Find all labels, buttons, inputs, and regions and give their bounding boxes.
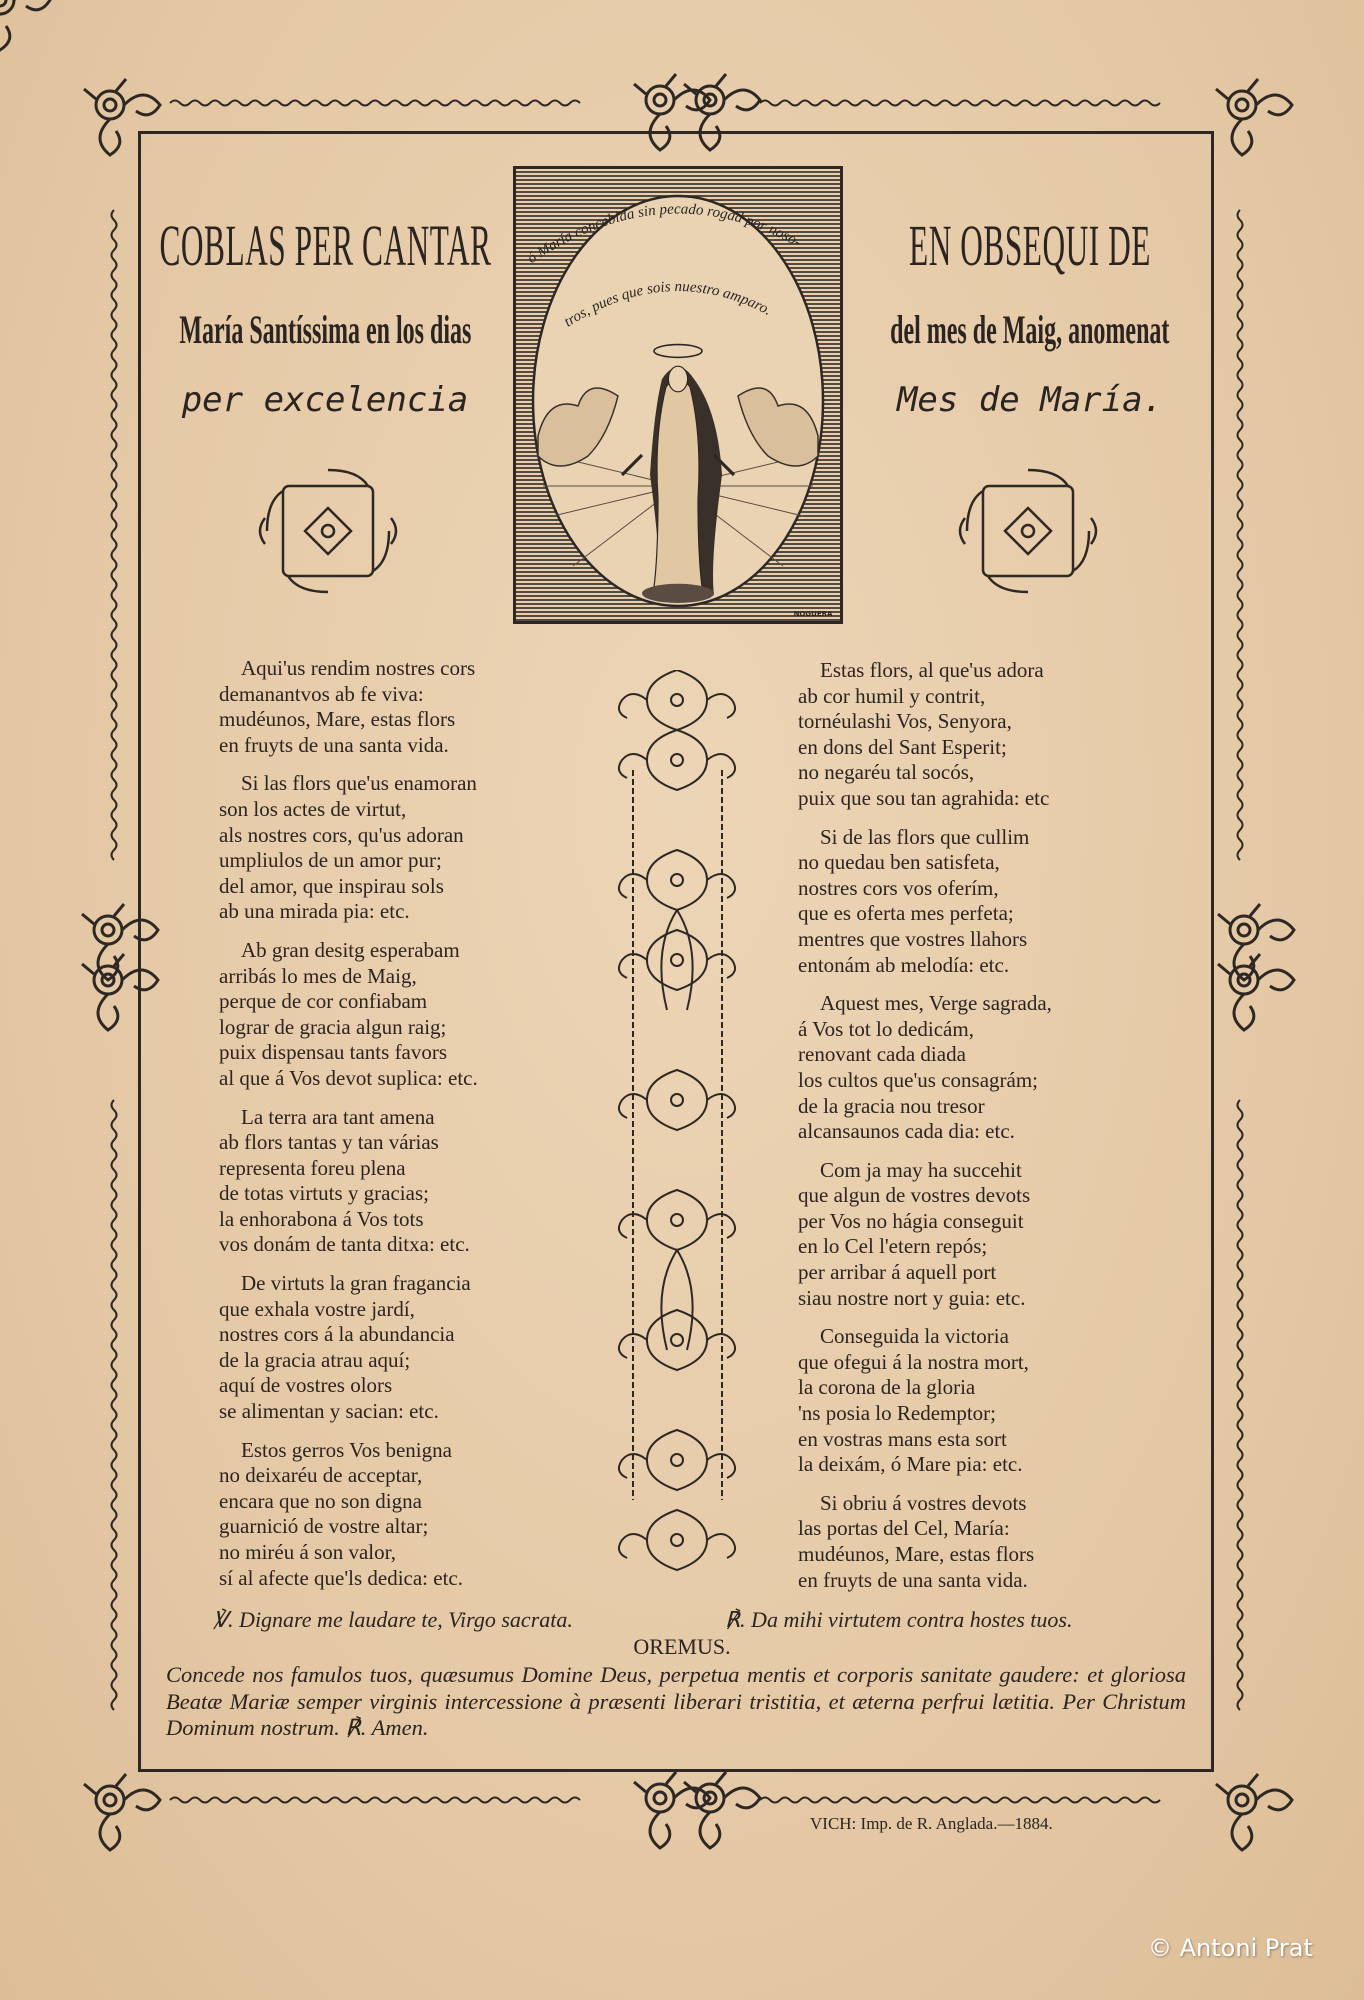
verse-line: Si de las flors que cullim [820, 824, 1030, 849]
verse-line: Ab gran desitg esperabam [241, 937, 460, 962]
verse-line: umpliulos de un amor pur; [219, 848, 442, 873]
verse-line: representa foreu plena [219, 1155, 406, 1180]
stanza [798, 1324, 1198, 1478]
central-column-ornament [615, 670, 740, 1595]
stanza [219, 1438, 599, 1592]
verse-line: demanantvos ab fe viva: [219, 681, 424, 706]
copyright-watermark: © Antoni Prat [1148, 1934, 1313, 1962]
left-column-verses [219, 656, 599, 1604]
verse-line: alcansaunos cada dia: etc. [798, 1119, 1015, 1144]
verse-line: encara que no son digna [219, 1488, 422, 1513]
verse-line: en vostras mans esta sort [798, 1426, 1007, 1451]
verse-line: nostres cors vos oferím, [798, 875, 999, 900]
verse-line: puix dispensau tants favors [219, 1040, 448, 1065]
verse-line: en dons del Sant Esperit; [798, 734, 1007, 759]
verse-line: la enhorabona á Vos tots [219, 1206, 424, 1231]
verse-line: ab cor humil y contrit, [798, 683, 986, 708]
verse-line: guarnició de vostre altar; [219, 1514, 429, 1539]
verse-line: á Vos tot lo dedicám, [798, 1016, 974, 1041]
verse-line: per Vos no hágia conseguit [798, 1208, 1024, 1233]
title-right: EN OBSEQUI DE [909, 213, 1151, 278]
verse-line: Si las flors que'us enamoran [241, 771, 477, 796]
verse-line: que algun de vostres devots [798, 1183, 1031, 1208]
verse-line: mudéunos, Mare, estas flors [219, 707, 456, 732]
subtitle-right: del mes de Maig, anomenat [890, 307, 1170, 352]
printer-imprint: VICH: Imp. de R. Anglada.—1884. [810, 1814, 1053, 1833]
verse-line: 'ns posia lo Redemptor; [798, 1401, 997, 1426]
title-right-wrap [850, 212, 1210, 279]
stanza [798, 825, 1198, 979]
inscription-inner: tros, pues que sois nuestro amparo. [561, 278, 775, 331]
verse-line: del amor, que inspirau sols [219, 873, 444, 898]
verse-line: en fruyts de una santa vida. [219, 732, 449, 757]
stanza [219, 1105, 599, 1259]
verse-line: per arribar á aquell port [798, 1260, 997, 1285]
verse-line: que es oferta mes perfeta; [798, 901, 1014, 926]
title-left: COBLAS PER CANTAR [158, 213, 492, 278]
prayer-text: Concede nos famulos tuos, quæsumus Domine Deus, perpetua mentis et corporis sanitate gaudere: et gloriosa Beatæ Mariæ semper virginis intercessione à præsenti liberari tristitia, et æterna perfrui lætitia. Per Christum Dominum nostrum. ℟. Amen. [166, 1662, 1186, 1740]
response: ℟. Da mihi virtutem contra hostes tuos. [725, 1607, 1073, 1632]
verse-line: Com ja may ha succehit [820, 1157, 1022, 1182]
verse-line: los cultos que'us consagrám; [798, 1067, 1038, 1092]
verse-line: que ofegui á la nostra mort, [798, 1349, 1029, 1374]
verse-line: tornéulashi Vos, Senyora, [798, 709, 1012, 734]
verse-line: entonám ab melodía: etc. [798, 952, 1010, 977]
italic-left-wrap [145, 380, 505, 420]
verse-line: als nostres cors, qu'us adoran [219, 822, 464, 847]
verse-line: en fruyts de una santa vida. [798, 1567, 1028, 1592]
verse-line: Estas flors, al que'us adora [820, 658, 1044, 682]
stanza [798, 658, 1198, 812]
verse-line: ab flors tantas y tan várias [219, 1130, 439, 1155]
stanza [219, 938, 599, 1092]
rosette-ornament-left [255, 458, 401, 604]
verse-line: arribás lo mes de Maig, [219, 963, 417, 988]
verse-line: que exhala vostre jardí, [219, 1296, 415, 1321]
verse-line: son los actes de virtut, [219, 796, 407, 821]
engraver-signature: NOGUERA [793, 610, 833, 618]
italic-left: per excelencia [181, 380, 469, 420]
verse-line: no negaréu tal socós, [798, 760, 975, 785]
italic-right-wrap [850, 380, 1210, 420]
stanza [798, 1491, 1198, 1593]
verse-line: mudéunos, Mare, estas flors [798, 1542, 1035, 1566]
verse-line: puix que sou tan agrahida: etc [798, 785, 1050, 810]
subtitle-left: María Santíssima en los dias [178, 307, 472, 352]
verse-line: aquí de vostres olors [219, 1373, 393, 1398]
rosette-ornament-right [955, 458, 1101, 604]
verse-line: no miréu á son valor, [219, 1540, 397, 1564]
verse-line: Aqui'us rendim nostres cors [241, 656, 476, 680]
verse-line: las portas del Cel, María: [798, 1516, 1010, 1541]
verse-line: de la gracia nou tresor [798, 1093, 985, 1118]
verse-line: sí al afecte que'ls dedica: etc. [219, 1565, 463, 1590]
verse-line: vos donám de tanta ditxa: etc. [219, 1232, 470, 1257]
verse-line: no deixaréu de acceptar, [219, 1463, 423, 1488]
inscription-outer: ó María concebida sin pecado rogad por noso- [524, 201, 804, 267]
virgin-mary-engraving [513, 166, 843, 624]
verse-line: siau nostre nort y guia: etc. [798, 1285, 1026, 1310]
italic-right: Mes de María. [896, 380, 1164, 420]
title-left-wrap [145, 212, 505, 279]
verse-line: nostres cors á la abundancia [219, 1322, 455, 1347]
verse-line: en lo Cel l'etern repós; [798, 1234, 988, 1259]
stanza [219, 1271, 599, 1425]
stanza [798, 1158, 1198, 1312]
verse-line: no quedau ben satisfeta, [798, 850, 1000, 875]
verse-line: Si obriu á vostres devots [820, 1490, 1027, 1515]
stanza [798, 991, 1198, 1145]
subtitle-left-wrap [145, 306, 505, 353]
stanza [219, 771, 599, 925]
stanza [219, 656, 599, 758]
verse-line: se alimentan y sacian: etc. [219, 1399, 439, 1424]
verse-line: ab una mirada pia: etc. [219, 899, 410, 924]
verse-line: mentres que vostres llahors [798, 926, 1028, 951]
verse-line: la deixám, ó Mare pia: etc. [798, 1452, 1023, 1477]
verse-line: Aquest mes, Verge sagrada, [820, 991, 1052, 1016]
verse-line: renovant cada diada [798, 1042, 966, 1067]
verse-line: lograr de gracia algun raig; [219, 1014, 447, 1039]
right-column-verses [798, 658, 1198, 1606]
verse-line: perque de cor confiabam [219, 989, 428, 1014]
verse-line: La terra ara tant amena [241, 1104, 435, 1129]
verse-line: Estos gerros Vos benigna [241, 1437, 452, 1462]
oremus-heading: OREMUS. [633, 1634, 731, 1659]
subtitle-right-wrap [850, 306, 1210, 353]
versicle: ℣. Dignare me laudare te, Virgo sacrata. [213, 1607, 573, 1632]
verse-line: al que á Vos devot suplica: etc. [219, 1065, 478, 1090]
verse-line: de la gracia atrau aquí; [219, 1347, 411, 1372]
verse-line: de totas virtuts y gracias; [219, 1181, 429, 1206]
verse-line: Conseguida la victoria [820, 1324, 1009, 1349]
verse-line: De virtuts la gran fragancia [241, 1271, 471, 1296]
verse-line: la corona de la gloria [798, 1375, 976, 1400]
